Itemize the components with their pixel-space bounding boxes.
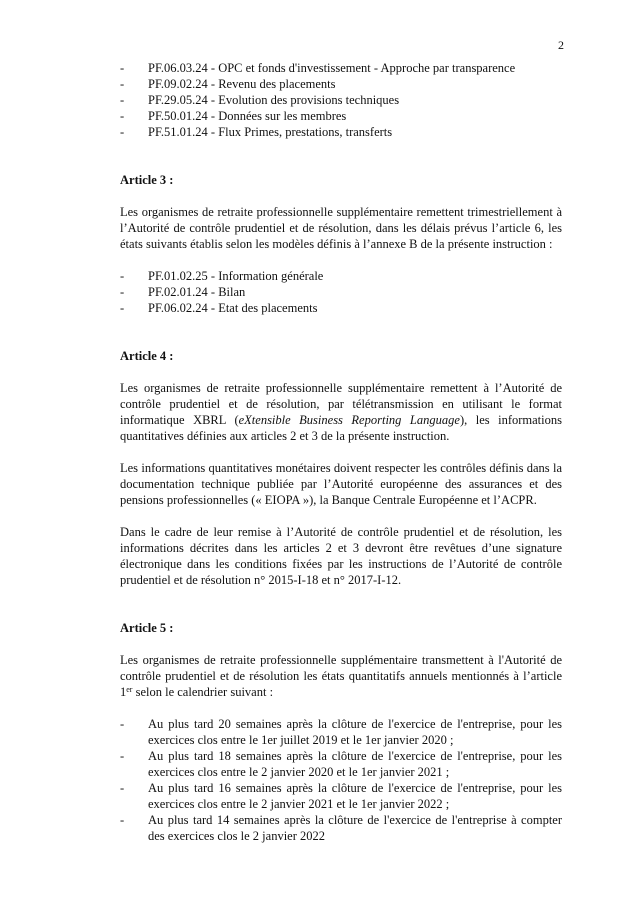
list-item: - PF.50.01.24 - Données sur les membres xyxy=(120,108,562,124)
page-number: 2 xyxy=(558,38,564,52)
article-5-superscript: er xyxy=(126,685,133,694)
list-item: - PF.09.02.24 - Revenu des placements xyxy=(120,76,562,92)
article-5-text-end: selon le calendrier suivant : xyxy=(132,685,274,699)
article-3-text: Les organismes de retraite professionnelle supplémentaire remettent trimestriellement à l’Autorité de contrôle prudentiel et de résolution, dans les délais prévus l’article 6, les états suivants établis selon les modèles définis à l’annexe B de la présente instruction : xyxy=(120,205,562,251)
article-4-p1-italic: eXtensible Business Reporting Language xyxy=(238,413,460,427)
list-item: - Au plus tard 18 semaines après la clôture de l'exercice de l'entreprise, pour les exercices clos entre le 2 janvier 2020 et le 1er janvier 2021 ; xyxy=(120,748,562,780)
article-4-heading: Article 4 : xyxy=(120,349,174,363)
list-item: - PF.06.03.24 - OPC et fonds d'investissement - Approche par transparence xyxy=(120,60,562,76)
article-3-list xyxy=(120,268,562,316)
article-4-p1-start: Les organismes de retraite professionnelle supplémentaire remettent à l’Autorité de contrôle prudentiel et de résolution, par télétransmission en utilisant le format informatique XBRL ( xyxy=(120,381,562,427)
article-4-paragraph-1 xyxy=(120,380,562,444)
list-item: - PF.51.01.24 - Flux Primes, prestations, transferts xyxy=(120,124,562,140)
document-body xyxy=(120,60,562,844)
article-5-text xyxy=(120,652,562,700)
article-5-heading: Article 5 : xyxy=(120,621,174,635)
list-item: - Au plus tard 20 semaines après la clôture de l'exercice de l'entreprise, pour les exercices clos entre le 1er juillet 2019 et le 1er janvier 2020 ; xyxy=(120,716,562,748)
list-item: - PF.29.05.24 - Evolution des provisions techniques xyxy=(120,92,562,108)
article-5-text-start: Les organismes de retraite professionnelle supplémentaire transmettent à l'Autorité de contrôle prudentiel et de résolution les états quantitatifs annuels mentionnés à l’article 1 xyxy=(120,653,562,699)
list-item: - Au plus tard 14 semaines après la clôture de l'exercice de l'entreprise à compter des exercices clos le 2 janvier 2022 xyxy=(120,812,562,844)
article-4-paragraph-2: Les informations quantitatives monétaires doivent respecter les contrôles définis dans la documentation technique publiée par l’Autorité européenne des assurances et des pensions professionnelles (« EIOPA »), la Banque Centrale Européenne et l’ACPR. xyxy=(120,461,562,507)
article-4-p1-end: ), les informations quantitatives définies aux articles 2 et 3 de la présente instruction. xyxy=(120,413,562,443)
list-item: - PF.02.01.24 - Bilan xyxy=(120,284,562,300)
template-list-top xyxy=(120,60,562,140)
article-3-heading: Article 3 : xyxy=(120,173,174,187)
article-4-paragraph-3: Dans le cadre de leur remise à l’Autorité de contrôle prudentiel et de résolution, les informations décrites dans les articles 2 et 3 devront être revêtues d’une signature électronique dans les conditions fixées par les instructions de l’Autorité de contrôle prudentiel et de résolution n° 2015-I-18 et n° 2017-I-12. xyxy=(120,525,562,587)
list-item: - Au plus tard 16 semaines après la clôture de l'exercice de l'entreprise, pour les exercices clos entre le 2 janvier 2021 et le 1er janvier 2022 ; xyxy=(120,780,562,812)
list-item: - PF.01.02.25 - Information générale xyxy=(120,268,562,284)
article-5-list xyxy=(120,716,562,844)
list-item: - PF.06.02.24 - Etat des placements xyxy=(120,300,562,316)
